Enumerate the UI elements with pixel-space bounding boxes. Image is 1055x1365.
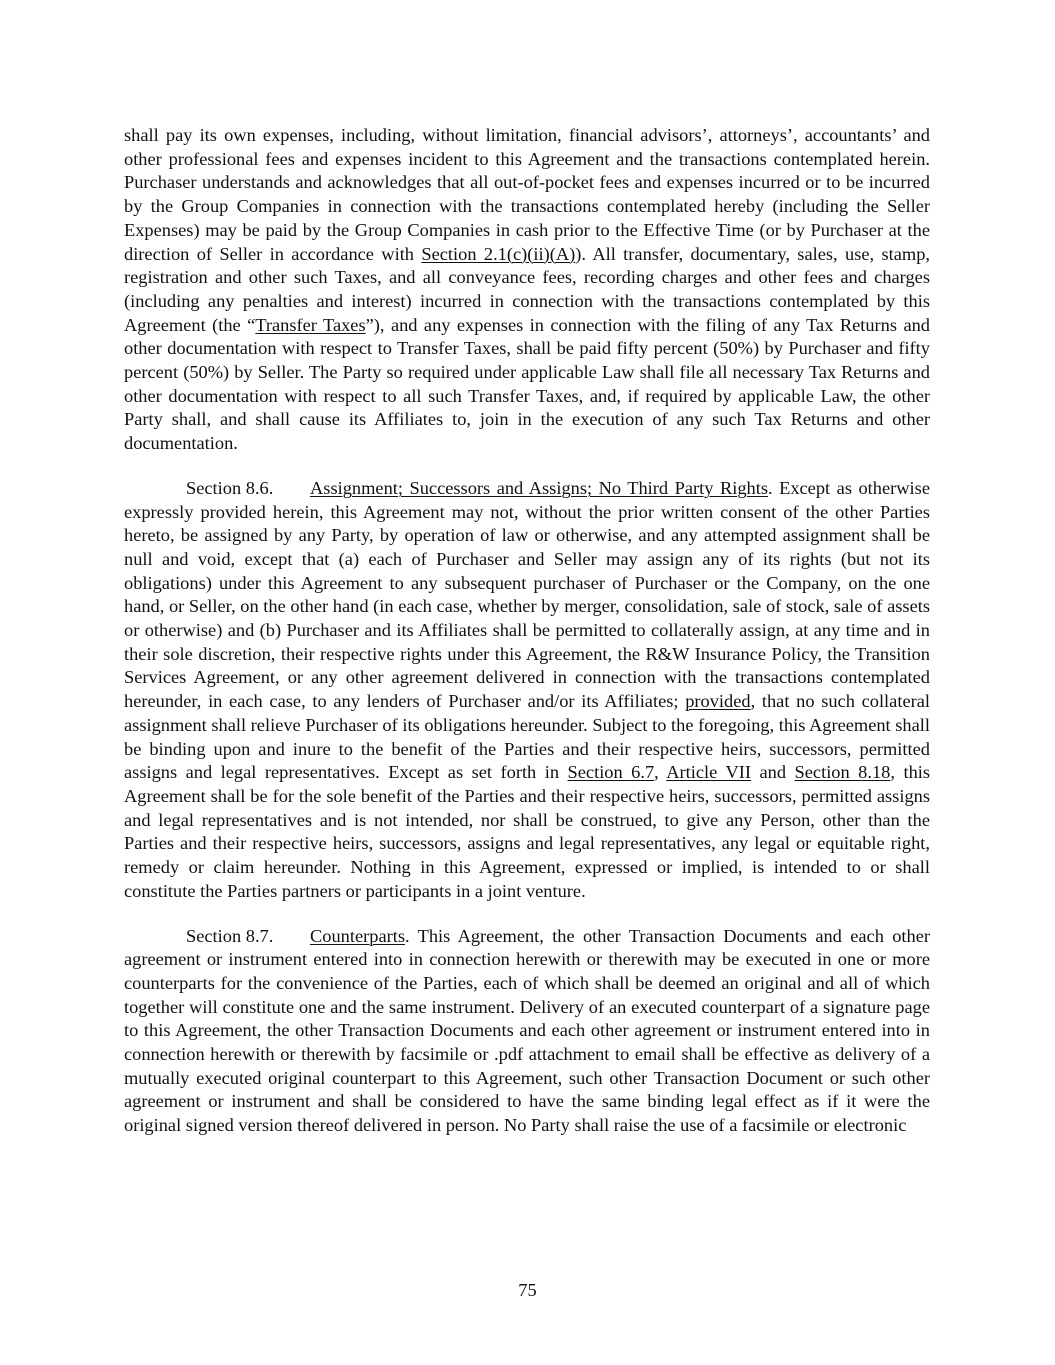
page-number: 75 xyxy=(518,1280,537,1300)
defined-term-transfer-taxes: Transfer Taxes xyxy=(255,314,366,335)
cross-reference-section-6-7: Section 6.7 xyxy=(567,762,655,783)
cross-reference-section-8-18: Section 8.18 xyxy=(794,762,891,783)
cross-reference-article-vii: Article VII xyxy=(666,762,751,783)
paragraph-expenses-transfer-taxes xyxy=(124,124,930,456)
document-page xyxy=(124,124,930,1138)
text-run: , xyxy=(654,762,667,783)
text-run: , that no such collateral assignment shall relieve Purchaser of its obligations hereunder. Subject to the foregoing, this Agreement shall be binding upon and inure to the benefit of the Parties and their respective heirs, successors, permitted assigns and legal representatives. Except as set forth in xyxy=(124,691,930,783)
cross-reference-section-2-1: Section 2.1(c)(ii)(A) xyxy=(421,243,576,264)
section-heading: Assignment; Successors and Assigns; No Third Party Rights xyxy=(310,477,768,498)
text-run: shall pay its own expenses, including, without limitation, financial advisors’, attorneys’, accountants’ and other professional fees and expenses incident to this Agreement and the transactions contemplated herein. Purchaser understands and acknowledges that all out-of-pocket fees and expenses incurred or to be incurred by the Group Companies in connection with the transactions contemplated hereby (including the Seller Expenses) may be paid by the Group Companies in cash prior to the Effective Time (or by Purchaser at the direction of Seller in accordance with xyxy=(124,125,930,264)
text-run: ”), and any expenses in connection with the filing of any Tax Returns and other documentation with respect to Transfer Taxes, shall be paid fifty percent (50%) by Purchaser and fifty percent (50%) by Seller. The Party so required under applicable Law shall file all necessary Tax Returns and other documentation with respect to all such Transfer Taxes, and, if required by applicable Law, the other Party shall, and shall cause its Affiliates to, join in the execution of any such Tax Returns and other documentation. xyxy=(124,314,930,454)
text-run: , this Agreement shall be for the sole benefit of the Parties and their respective heirs, successors, permitted assigns and legal representatives and is not intended, nor shall be construed, to give any Person, other than the Parties and their respective heirs, successors, assigns and legal representatives, any legal or equitable right, remedy or claim hereunder. Nothing in this Agreement, expressed or implied, is intended to or shall constitute the Parties partners or participants in a joint venture. xyxy=(124,762,931,901)
section-number: Section 8.6. xyxy=(186,477,274,498)
text-run: . This Agreement, the other Transaction Documents and each other agreement or instrument entered into in connection herewith or therewith may be executed in one or more counterparts for the convenience of the Parties, each of which shall be deemed an original and all of which together will constitute one and the same instrument. Delivery of an executed counterpart of a signature page to this Agreement, the other Transaction Documents and each other agreement or instrument entered into in connection herewith or therewith by facsimile or .pdf attachment to email shall be effective as delivery of a mutually executed original counterpart to this Agreement, such other Transaction Document or such other agreement or instrument and shall be considered to have the same binding legal effect as if it were the original signed version thereof delivered in person. No Party shall raise the use of a facsimile or electronic xyxy=(124,925,930,1136)
section-8-7-paragraph xyxy=(124,925,930,1138)
term-provided: provided xyxy=(685,691,751,712)
text-run: ). All transfer, documentary, sales, use, stamp, registration and other such Taxes, and all conveyance fees, recording charges and other fees and charges (including any penalties and interest) incurred in connection with the transactions contemplated by this Agreement (the “ xyxy=(124,243,930,335)
section-number: Section 8.7. xyxy=(186,925,274,946)
text-run: and xyxy=(751,762,795,783)
section-heading: Counterparts xyxy=(310,925,405,946)
section-8-6-paragraph xyxy=(124,477,930,904)
text-run: . Except as otherwise expressly provided herein, this Agreement may not, without the prior written consent of the other Parties hereto, be assigned by any Party, by operation of law or otherwise, and any attempted assignment shall be null and void, except that (a) each of Purchaser and Seller may assign any of its rights (but not its obligations) under this Agreement to any subsequent purchaser of Purchaser or the Company, on the one hand, or Seller, on the other hand (in each case, whether by merger, consolidation, sale of stock, sale of assets or otherwise) and (b) Purchaser and its Affiliates shall be permitted to collaterally assign, at any time and in their sole discretion, their respective rights under this Agreement, the R&W Insurance Policy, the Transition Services Agreement, or any other agreement delivered in connection with the transactions contemplated hereunder, in each case, to any lenders of Purchaser and/or its Affiliates; xyxy=(124,477,930,712)
